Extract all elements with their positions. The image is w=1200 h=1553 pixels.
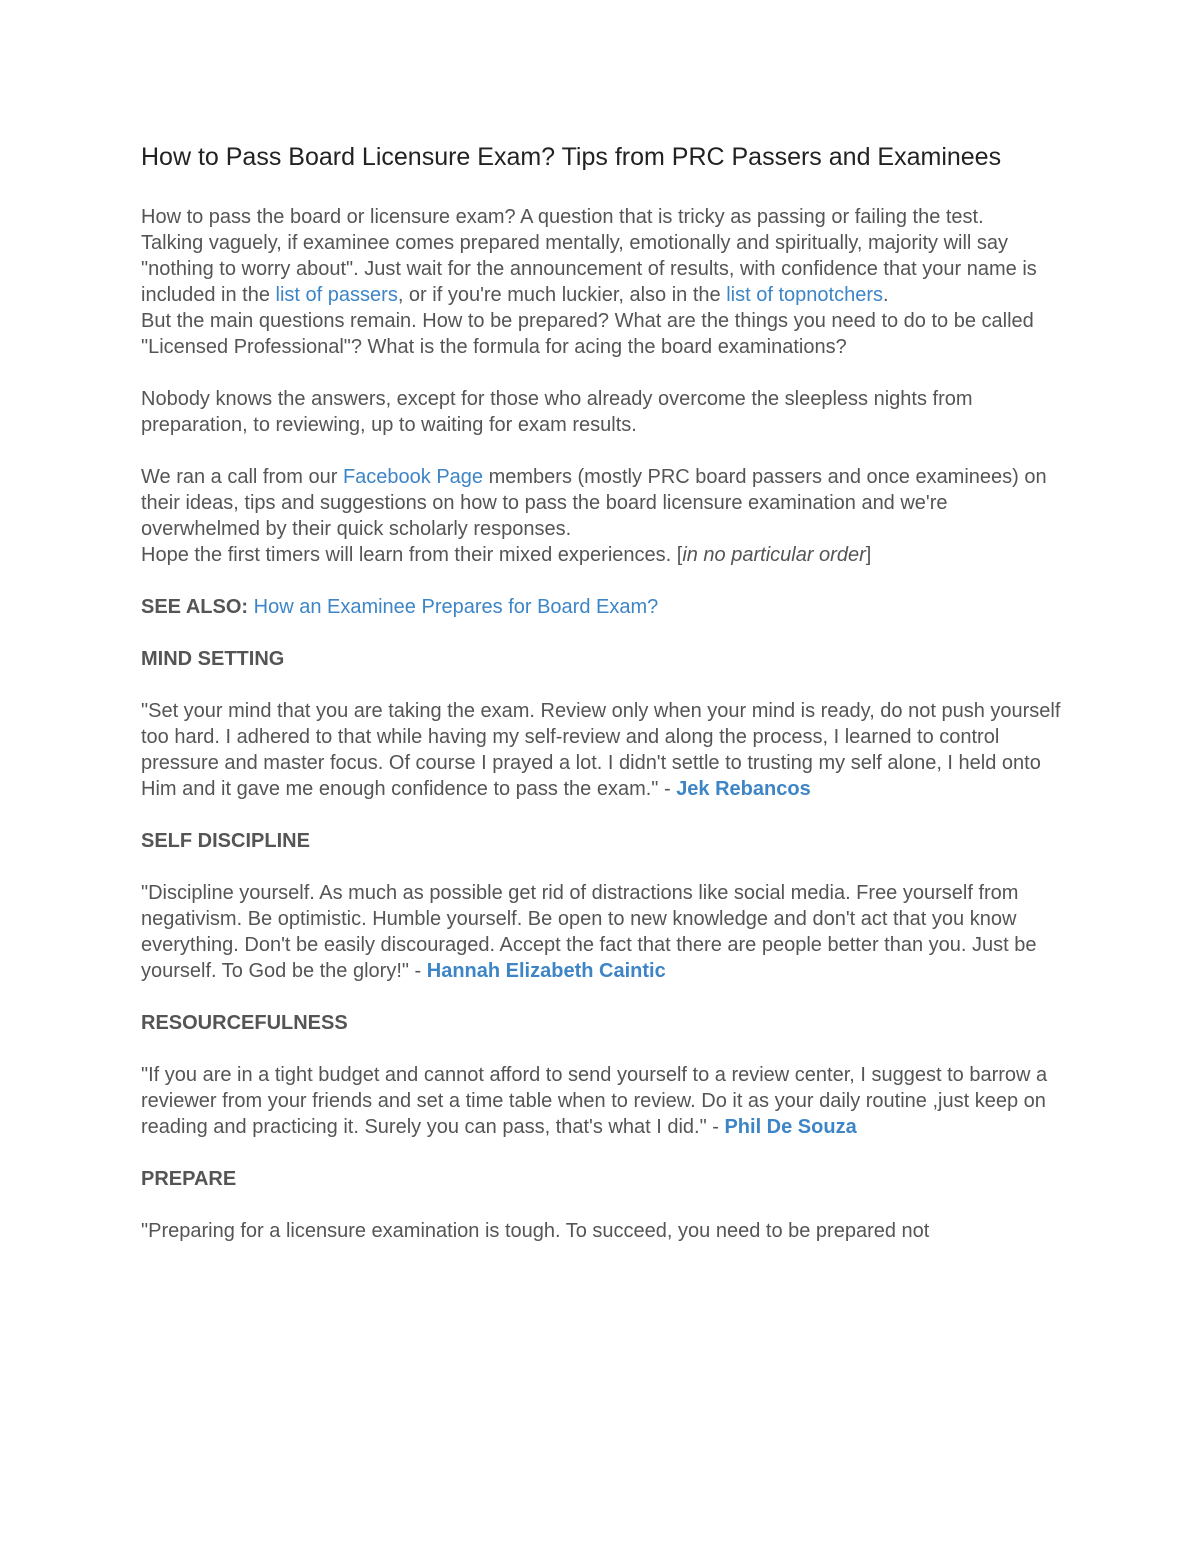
author-link[interactable]: Hannah Elizabeth Caintic <box>426 960 666 982</box>
section-heading: SELF DISCIPLINE <box>141 830 310 852</box>
section-heading: RESOURCEFULNESS <box>141 1012 348 1034</box>
intro-paragraph: But the main questions remain. How to be prepared? What are the things you need to do to be called "Licensed Professional"? What is the formula for acing the board examinations? <box>141 310 1034 358</box>
facebook-page-link[interactable]: Facebook Page <box>342 466 484 488</box>
see-also-link[interactable]: How an Examinee Prepares for Board Exam? <box>253 596 659 618</box>
intro-paragraph: Talking vaguely, if examinee comes prepared mentally, emotionally and spiritually, majority will say "nothing to worry about". Just wait for the announcement of results, with confidence that your name is included in the list of passers, or if you're much luckier, also in the list of topnotchers. <box>141 232 1037 306</box>
page-title: How to Pass Board Licensure Exam? Tips from PRC Passers and Examinees <box>141 143 1002 171</box>
list-of-topnotchers-link[interactable]: list of topnotchers <box>726 284 883 306</box>
section-quote: "Preparing for a licensure examination is tough. To succeed, you need to be prepared not <box>141 1220 930 1242</box>
see-also <box>141 594 1066 620</box>
author-link[interactable]: Phil De Souza <box>724 1116 857 1138</box>
intro-paragraph: Hope the first timers will learn from their mixed experiences. [in no particular order] <box>141 544 872 566</box>
document-body <box>141 141 1066 1244</box>
intro-paragraph: We ran a call from our Facebook Page members (mostly PRC board passers and once examinees) on their ideas, tips and suggestions on how to pass the board licensure examination and we're overwhelmed by their quick scholarly responses. <box>141 466 1047 540</box>
intro-paragraph: How to pass the board or licensure exam? A question that is tricky as passing or failing the test. <box>141 206 984 228</box>
list-of-passers-link[interactable]: list of passers <box>275 284 398 306</box>
intro-paragraph: Nobody knows the answers, except for those who already overcome the sleepless nights from preparation, to reviewing, up to waiting for exam results. <box>141 388 973 436</box>
section-quote: "If you are in a tight budget and cannot afford to send yourself to a review center, I suggest to barrow a reviewer from your friends and set a time table when to review. Do it as your daily routine ,just keep on reading and practicing it. Surely you can pass, that's what I did." - Phil De Souza <box>141 1064 1048 1138</box>
section-heading: PREPARE <box>141 1168 237 1190</box>
see-also-label: SEE ALSO: <box>141 596 249 618</box>
author-link[interactable]: Jek Rebancos <box>676 778 811 800</box>
section-heading: MIND SETTING <box>141 648 285 670</box>
section-quote: "Set your mind that you are taking the exam. Review only when your mind is ready, do not push yourself too hard. I adhered to that while having my self-review and along the process, I learned to control pressure and master focus. Of course I prayed a lot. I didn't settle to trusting my self alone, I held onto Him and it gave me enough confidence to pass the exam." - Jek Rebancos <box>141 700 1061 800</box>
section-quote: "Discipline yourself. As much as possible get rid of distractions like social media. Free yourself from negativism. Be optimistic. Humble yourself. Be open to new knowledge and don't act that you know everything. Don't be easily discouraged. Accept the fact that there are people better than you. Just be yourself. To God be the glory!" - Hannah Elizabeth Caintic <box>141 882 1037 982</box>
